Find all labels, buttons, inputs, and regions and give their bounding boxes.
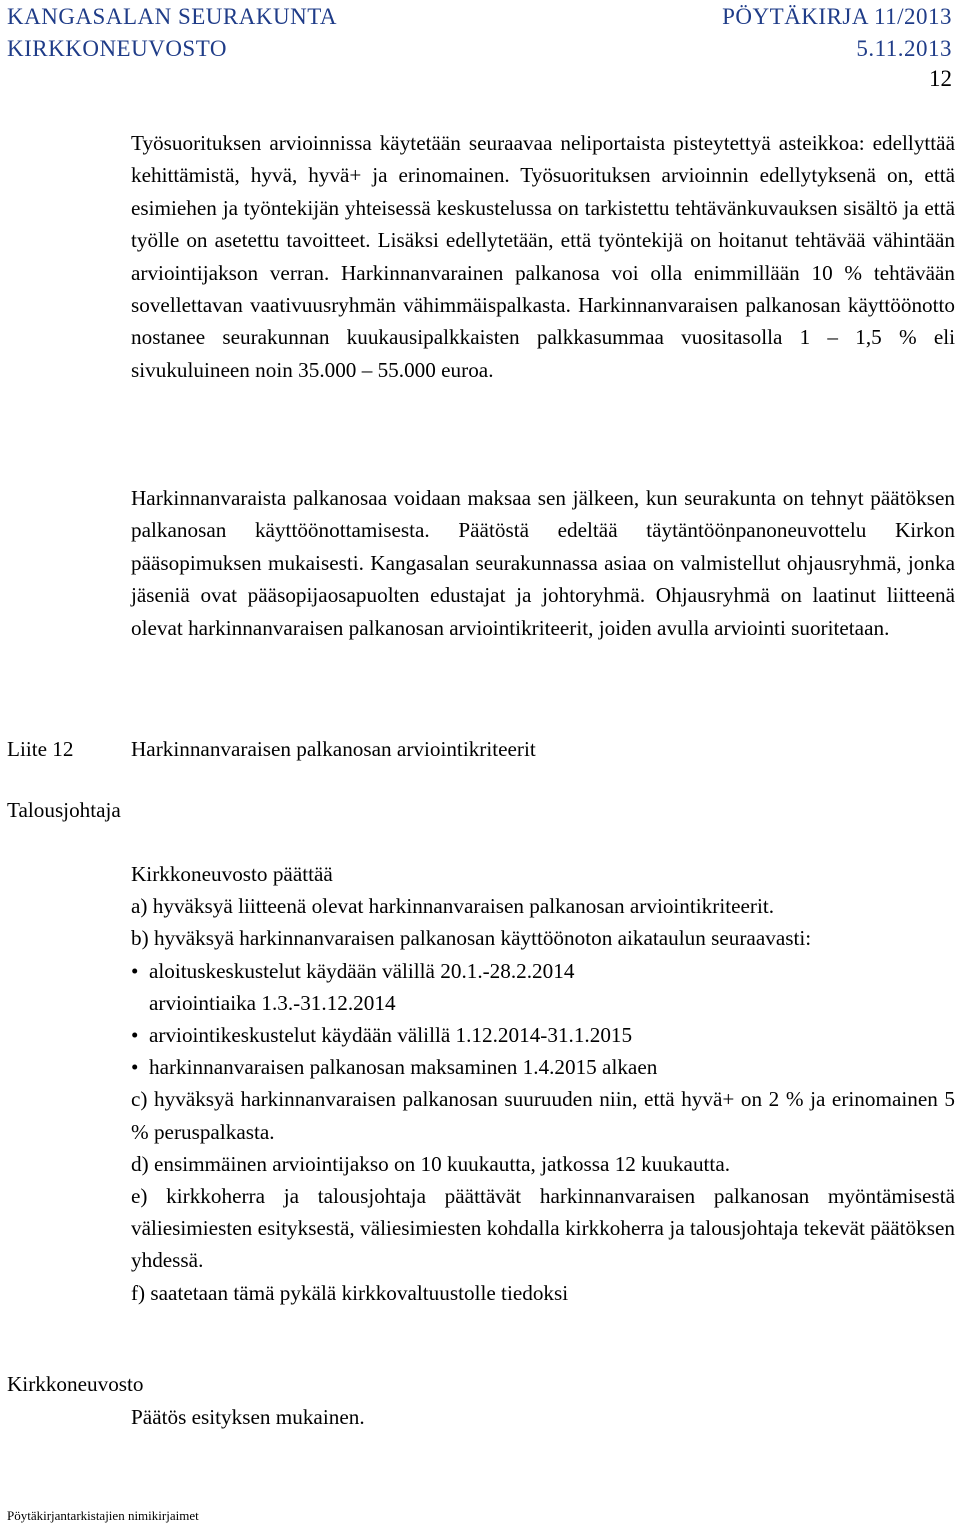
decision-item-c: c) hyväksyä harkinnanvaraisen palkanosan suuruuden niin, että hyvä+ on 2 % ja erinomainen 5 % peruspalkasta. xyxy=(131,1087,955,1144)
decision-intro: Kirkkoneuvosto päättää xyxy=(131,862,333,886)
document-header-row-1 xyxy=(7,2,952,32)
bullet-text: harkinnanvaraisen palkanosan maksaminen 1.4.2015 alkaen xyxy=(149,1055,658,1080)
schedule-bullet-3 xyxy=(131,1051,955,1083)
organization-name: KANGASALAN SEURAKUNTA xyxy=(7,4,338,29)
decision-item-f: f) saatetaan tämä pykälä kirkkovaltuustolle tiedoksi xyxy=(131,1280,569,1305)
bullet-text: arviointiaika 1.3.-31.12.2014 xyxy=(149,990,396,1015)
document-header-row-2 xyxy=(7,34,952,64)
attachment-label: Liite 12 xyxy=(7,737,74,761)
decision-item-e: e) kirkkoherra ja talousjohtaja päättävät harkinnanvaraisen palkanosan myöntämisestä väliesimiesten esityksestä, väliesimiesten kohdalla kirkkoherra ja talousjohtaja tekevät päätöksen yhdessä. xyxy=(131,1184,955,1273)
paragraph-evaluation-scale: Työsuorituksen arvioinnissa käytetään seuraavaa neliportaista pisteytettyä asteikkoa: edellyttää kehittämistä, hyvä, hyvä+ ja erinomainen. Työsuorituksen arvioinnin edellytyksenä on, että esimiehen ja työntekijän yhteisessä keskustelussa on tarkistettu tehtävänkuvauksen sisältö ja että työlle on asetettu tavoitteet. Lisäksi edellytetään, että työntekijä on hoitanut tehtävää vähintään arviointijakson verran. Harkinnanvarainen palkanosa voi olla enimmillään 10 % tehtävään sovellettavan vaativuusryhmän vähimmäispalkasta. Harkinnanvaraisen palkanosan käyttöönotto nostanee seurakunnan kuukausipalkkaisten palkkasummaa vuositasolla 1 – 1,5 % eli sivukuluineen noin 35.000 – 55.000 euroa. xyxy=(131,131,955,382)
decision-item-a: a) hyväksyä liitteenä olevat harkinnanvaraisen palkanosan arviointikriteerit. xyxy=(131,894,775,919)
resolution-text: Päätös esityksen mukainen. xyxy=(131,1405,365,1429)
bullet-icon: • xyxy=(131,1023,139,1048)
bullet-text: arviointikeskustelut käydään välillä 1.12.2014-31.1.2015 xyxy=(149,1023,633,1048)
footer-initials-label: Pöytäkirjantarkistajien nimikirjaimet xyxy=(7,1508,199,1523)
meeting-body: KIRKKONEUVOSTO xyxy=(7,36,227,61)
document-type: PÖYTÄKIRJA 11/2013 xyxy=(722,4,952,29)
page-number: 12 xyxy=(929,66,952,91)
decision-item-d: d) ensimmäinen arviointijakso on 10 kuukautta, jatkossa 12 kuukautta. xyxy=(131,1151,731,1176)
paragraph-implementation: Harkinnanvaraista palkanosaa voidaan maksaa sen jälkeen, kun seurakunta on tehnyt päätöksen palkanosan käyttöönottamisesta. Päätöstä edeltää täytäntöönpanoneuvottelu Kirkon pääsopimuksen mukaisesti. Kangasalan seurakunnassa asiaa on valmistellut ohjausryhmä, jonka jäseniä ovat pääsopijaosapuolten edustajat ja johtoryhmä. Ohjausryhmä on laatinut liitteenä olevat harkinnanvaraisen palkanosan arviointikriteerit, joiden avulla arviointi suoritetaan. xyxy=(131,486,955,640)
bullet-icon: • xyxy=(131,958,139,983)
bullet-icon: • xyxy=(131,1055,139,1080)
schedule-bullet-2 xyxy=(131,1019,955,1051)
resolution-label: Kirkkoneuvosto xyxy=(7,1372,144,1396)
bullet-text: aloituskeskustelut käydään välillä 20.1.-28.2.2014 xyxy=(149,958,575,983)
schedule-bullet-1 xyxy=(131,955,955,987)
decision-proposal xyxy=(131,858,955,1309)
proposer-label: Talousjohtaja xyxy=(7,798,121,822)
schedule-bullet-1-continuation xyxy=(131,987,955,1019)
meeting-date: 5.11.2013 xyxy=(856,36,952,61)
attachment-title: Harkinnanvaraisen palkanosan arviointikriteerit xyxy=(131,737,536,761)
decision-item-b: b) hyväksyä harkinnanvaraisen palkanosan käyttöönoton aikataulun seuraavasti: xyxy=(131,926,812,951)
